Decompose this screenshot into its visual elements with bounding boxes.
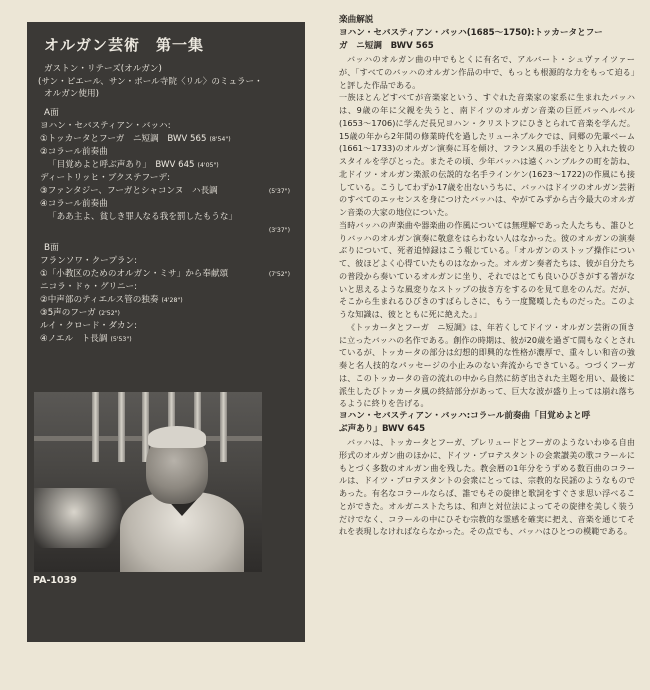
side-b-track-3	[36, 307, 296, 320]
commentary-paragraph: バッハは、トッカータとフーガ、プレリュードとフーガのようないわゆる自由形式のオルガン曲のほかに、ドイツ・プロテスタントの会衆讃美の歌コラールにもとづく多数のオルガン曲を残した。教会暦の1年分をうずめる数百曲のコラールは、ドイツ・プロテスタントの会衆にとっては、宗教的な民謡のようなものであった。有名なコラールならば、誰でもその旋律と歌詞をすぐさま思い浮べることができた。オルガニストたちは、和声と対位法によってその旋律を美しく装うだけでなく、コラールの中にひそむ宗教的な霊感を確実に把え、音楽を通じてそれを表現しなければならなかった。その点でも、バッハはひとつの模範である。	[339, 437, 635, 537]
commentary-heading-2-line-2: ぶ声あり」BWV 645	[339, 424, 426, 434]
track-duration: (4'05")	[197, 161, 219, 169]
track-title: ④コラール前奏曲	[40, 198, 108, 209]
organ-pipe	[92, 392, 99, 462]
track-title: ②コラール前奏曲	[40, 146, 108, 157]
photo-highlight	[34, 488, 134, 548]
track-duration: (4'28")	[161, 296, 183, 304]
track-duration: (3'37")	[268, 226, 290, 234]
commentary-paragraph: バッハのオルガン曲の中でもとくに有名で、アルバート・シュヴァイツァーが、「すべてのバッハのオルガン作品の中で、もっとも根源的な力をもって迫る」と評した作品である。	[339, 54, 635, 90]
organ-pipe	[118, 392, 125, 462]
track-title: ④ノエル ト長調	[40, 333, 108, 344]
side-a-track-2	[36, 146, 296, 159]
track-duration: (8'54")	[209, 135, 231, 143]
side-b-track-2	[36, 294, 296, 307]
side-b-track-1	[36, 268, 296, 281]
commentary-heading-2-line-1: ヨハン・セバスティアン・バッハ:コラール前奏曲「目覚めよと呼	[339, 411, 591, 421]
track-subtitle: 「目覚めよと呼ぶ声あり」 BWV 645	[48, 159, 195, 170]
side-b-track-4	[36, 333, 296, 346]
track-title: ③5声のフーガ	[40, 307, 96, 318]
organist-photo	[34, 392, 262, 572]
side-b-composer-3: ルイ・クロード・ダカン:	[40, 320, 137, 331]
track-duration: (5'53")	[110, 335, 132, 343]
side-a-composer-1: ヨハン・セバスティアン・バッハ:	[40, 120, 171, 131]
side-a-label: A面	[44, 107, 59, 118]
side-a-track-4	[36, 198, 296, 211]
track-title: ③ファンタジー、フーガとシャコンヌ ハ長調	[40, 185, 218, 196]
track-duration: (7'52")	[268, 270, 290, 278]
venue-line-2: オルガン使用)	[44, 89, 99, 99]
performer-credit: ガストン・リテーズ(オルガン)	[44, 64, 162, 74]
side-a-track-4-subtitle	[36, 211, 296, 224]
organ-pipe	[220, 392, 227, 462]
commentary-section-label: 楽曲解説	[339, 15, 374, 25]
side-b-composer-2: ニコラ・ドゥ・グリニー:	[40, 281, 138, 292]
organist-hair	[148, 426, 206, 448]
commentary-paragraph: 《トッカータとフーガ ニ短調》は、年若くしてドイツ・オルガン芸術の頂きに立ったバッハの名作である。創作の時期は、彼が20歳を過ぎて間もなくとされているが、トッカータの部分は幻想的即興的な性格が濃厚で、重々しい和音の強奏と名人技的なパッセージの小止みのない奔流からできている。つづくフーガは、このトッカータの音の流れの中から自然に紡ぎ出された主題を用い、最後に派生したびトッカータ風の終結部分があって、巨大な波が盛り上っては崩れ落ちるように終りを告げる。	[339, 321, 635, 409]
side-b-label: B面	[44, 242, 59, 253]
venue-line-1: (サン・ピエール、サン・ポール寺院〈リル〉のミュラー・	[38, 76, 263, 87]
side-a-track-3	[36, 185, 296, 198]
commentary-paragraph: 当時バッハの声楽曲や器楽曲の作風については無理解であった人たちも、誰ひとりバッハのオルガン演奏に敬意をはらわない人はなかった。彼のオルガンの演奏ぶりについて、死者追悼録はこう報じている。「オルガンのストップ操作について、彼ほどよく心得ていたものはなかった。オルガン奏者たちは、彼が自分たちの普段から奏いているオルガンに坐り、それではとても良いひびきがする箸がないと思えるような風変りなストップの抜き方をするのを見て息をのんだ。だが、そこから生まれるひびきのすばらしさに、もう一度驚嘆したものだった。このような知識は、彼とともに死に絶えた。」	[339, 219, 635, 319]
catalog-number: PA-1039	[33, 575, 77, 586]
album-title: オルガン芸術 第一集	[44, 36, 205, 54]
commentary-paragraph: 一族ほとんどすべてが音楽家という、すぐれた音楽家の家系に生まれたバッハは、9歳の年に父親を失うと、南ドイツのオルガン音楽の巨匠パッヘルベル(1653〜1706)に学んだ長兄ヨハン・クリストフにひきとられて音楽を学んだ。15歳の年から2年間の修業時代を過したリューネブルクでは、同郷の先輩ベーム(1661〜1733)のオルガン演奏に耳を傾け、フランス風の手法をとり入れた彼のスタイルを学びとった。またその頃、少年バッハは遠くハンブルクの町を訪ね、北ドイツ・オルガン楽派の伝説的な名手ラインケン(1623〜1722)の作風にも接している。こうしてわずか17歳を出ないうちに、バッハはドイツのオルガン芸術のすべてのエッセンスを身につけたバッハは、やがてみずから古今最大のオルガン音楽の大家の地位についた。	[339, 92, 635, 217]
track-title: ①「小教区のためのオルガン・ミサ」から奉献頌	[40, 268, 229, 279]
track-duration: (5'37")	[268, 187, 290, 195]
side-a-track-2-subtitle	[36, 159, 296, 172]
commentary-column	[339, 14, 635, 538]
commentary-heading-1-line-1: ヨハン・セバスティアン・バッハ(1685〜1750):トッカータとフー	[339, 28, 603, 38]
track-title: ①トッカータとフーガ ニ短調 BWV 565	[40, 133, 207, 144]
side-b-composer-1: フランソワ・クープラン:	[40, 255, 137, 266]
commentary-heading-1-line-2: ガ ニ短調 BWV 565	[339, 41, 434, 51]
side-a-track-4-time-row	[36, 224, 296, 236]
side-a-composer-2: ディートリッヒ・ブクステフーデ:	[40, 172, 170, 183]
side-a-track-1	[36, 133, 296, 146]
track-subtitle: 「ああ主よ、貧しき罪人なる我を罰したもうな」	[48, 211, 238, 222]
track-title: ②中声部のティエルス管の独奏	[40, 294, 159, 305]
track-duration: (2'52")	[98, 309, 120, 317]
